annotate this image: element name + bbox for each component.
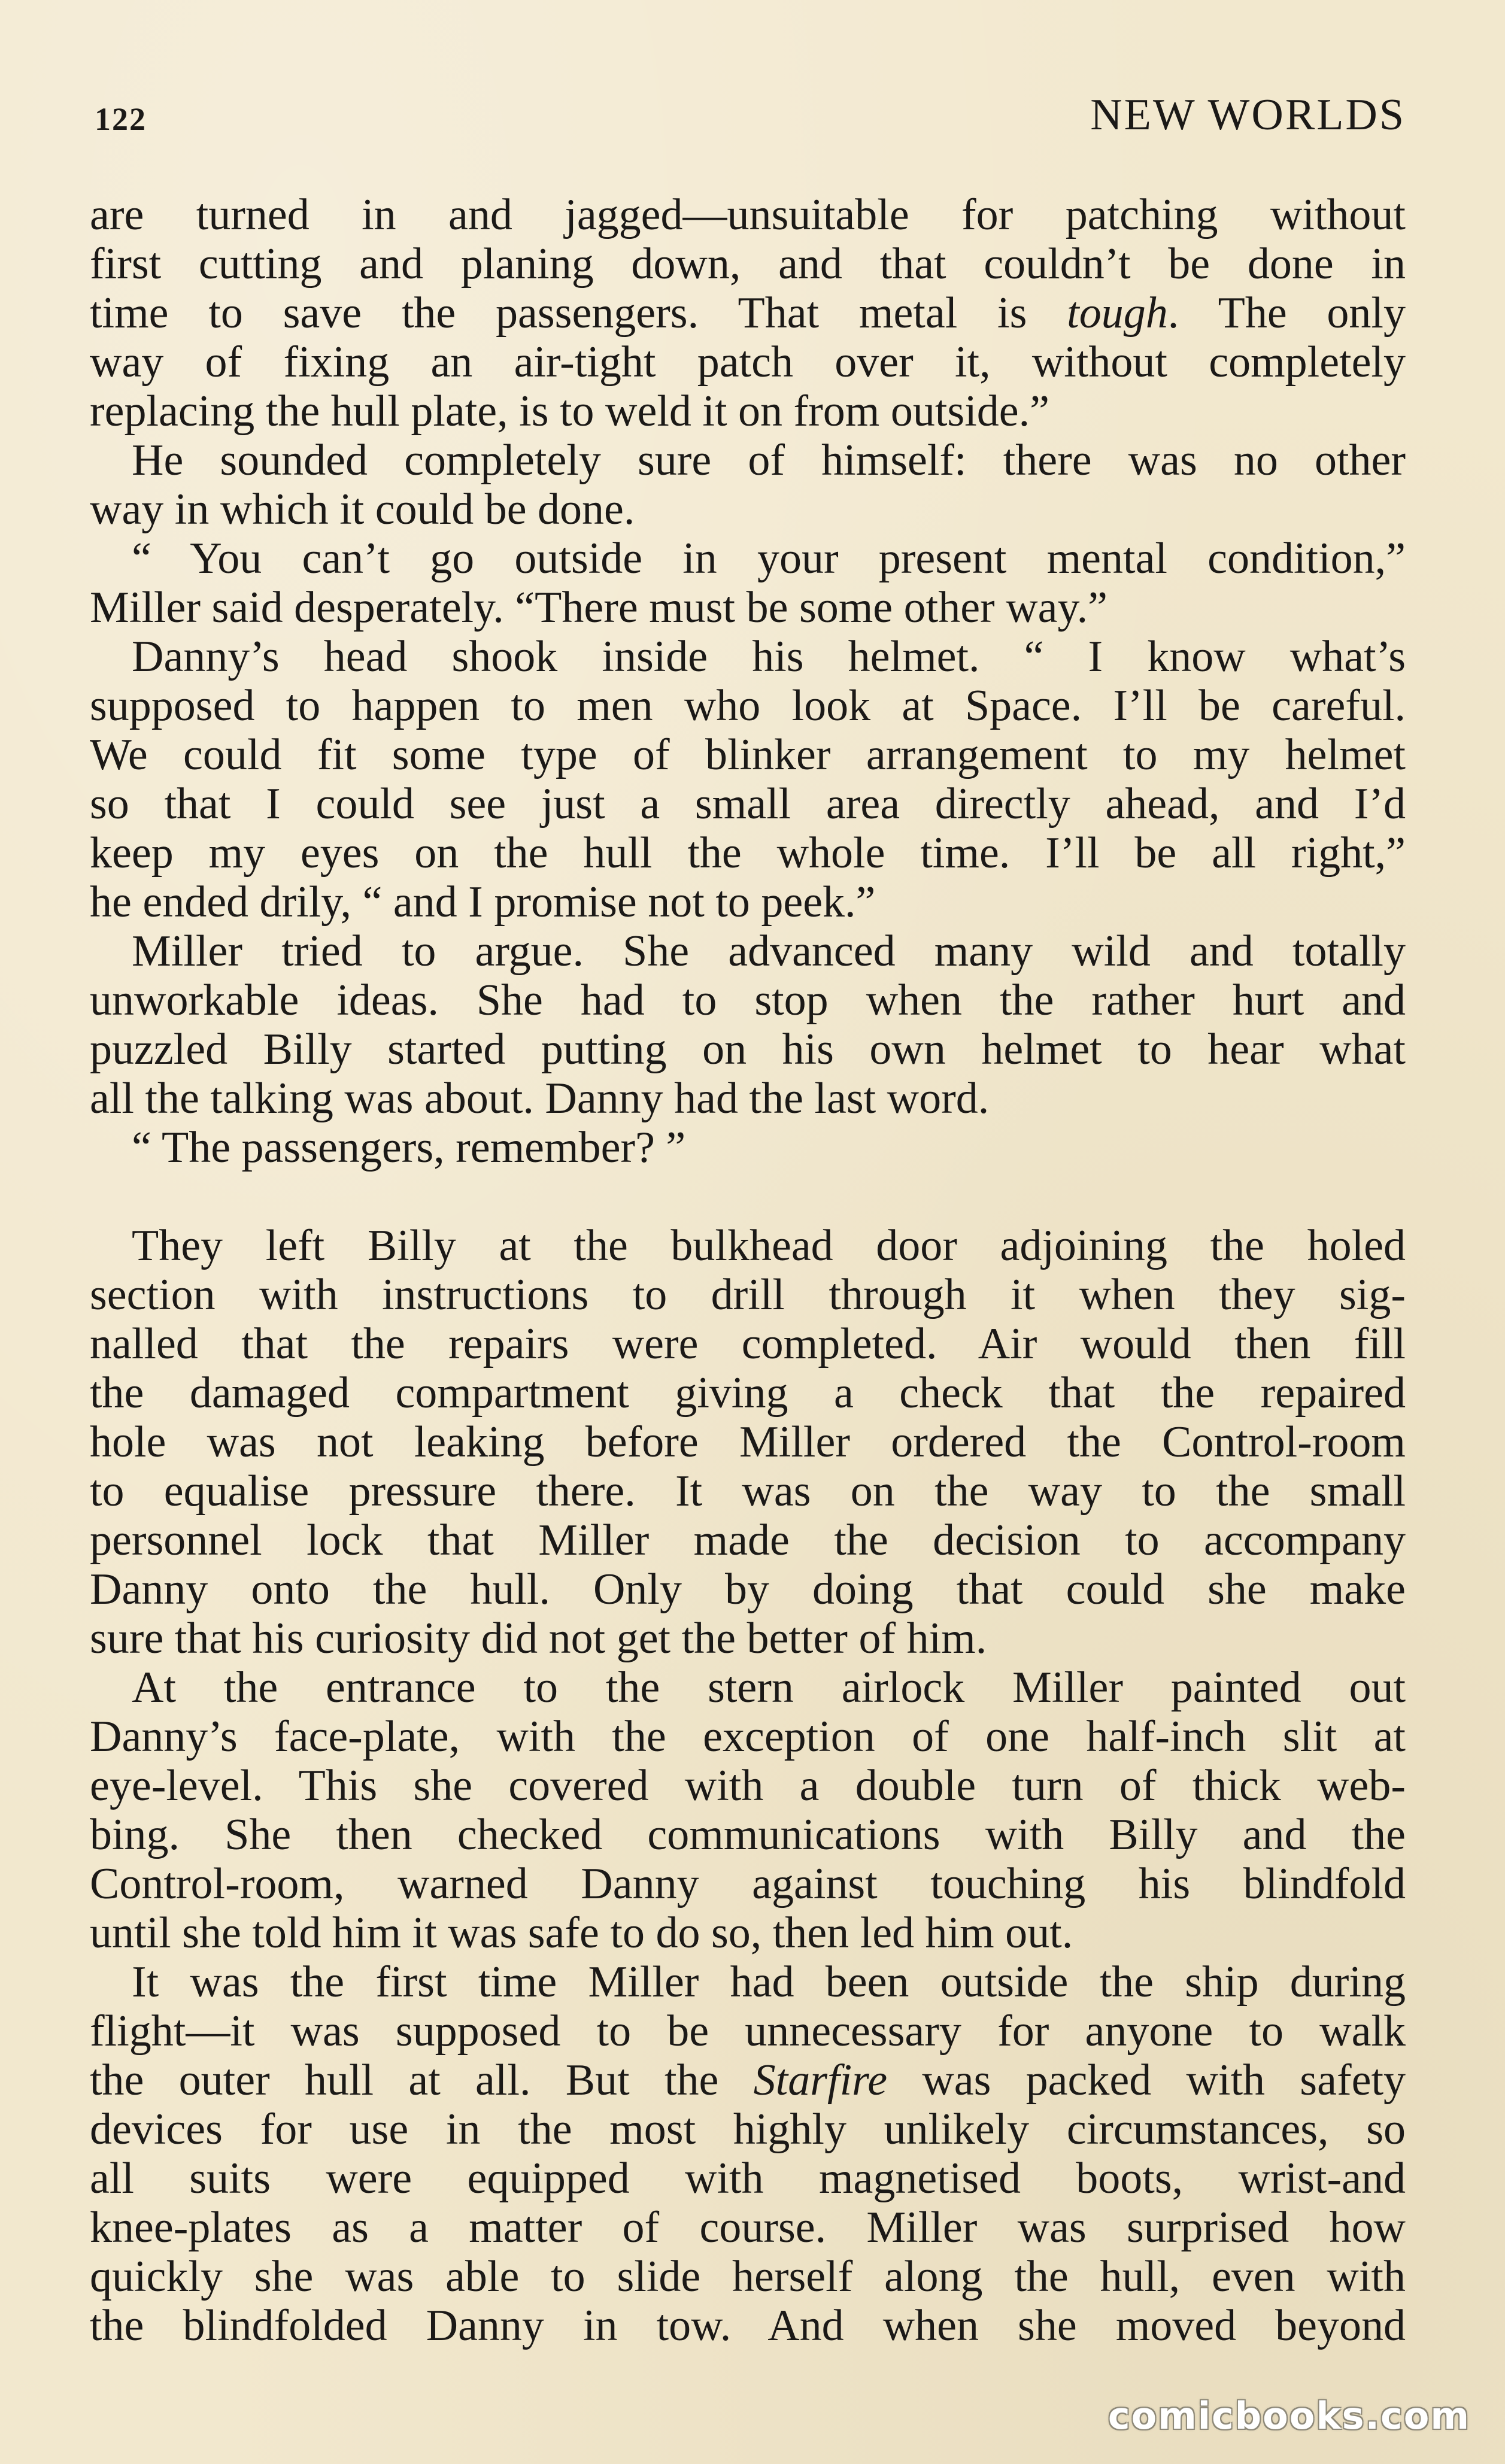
text-line: Danny’s face-plate, with the exception of one half-inch slit at	[90, 1712, 1406, 1761]
text-line: so that I could see just a small area directly ahead, and I’d	[90, 779, 1406, 829]
text-line: time to save the passengers. That metal is tough. The only	[90, 289, 1406, 338]
text-line: flight—it was supposed to be unnecessary for anyone to walk	[90, 2007, 1406, 2056]
text-line: Danny onto the hull. Only by doing that could she make	[90, 1565, 1406, 1614]
text-line: sure that his curiosity did not get the better of him.	[90, 1614, 987, 1663]
text-line: the outer hull at all. But the Starfire was packed with safety	[90, 2056, 1406, 2105]
text-line: knee-plates as a matter of course. Miller was surprised how	[90, 2203, 1406, 2252]
text-line: personnel lock that Miller made the decision to accompany	[90, 1516, 1406, 1565]
watermark: comicbooks.com	[1107, 2394, 1470, 2438]
text-line: keep my eyes on the hull the whole time. I’ll be all right,”	[90, 829, 1406, 878]
text-line: “ You can’t go outside in your present mental condition,”	[132, 534, 1406, 583]
text-line: way of fixing an air-tight patch over it, without completely	[90, 338, 1406, 387]
text-line: are turned in and jagged—unsuitable for patching without	[90, 190, 1406, 239]
text-line: Danny’s head shook inside his helmet. “ I know what’s	[132, 632, 1406, 681]
text-line: nalled that the repairs were completed. Air would then fill	[90, 1319, 1406, 1368]
running-head: NEW WORLDS	[1090, 90, 1406, 139]
text-line: first cutting and planing down, and that couldn’t be done in	[90, 239, 1406, 289]
text-line: It was the first time Miller had been outside the ship during	[132, 1958, 1406, 2007]
text-line: Control-room, warned Danny against touching his blindfold	[90, 1859, 1406, 1908]
page-header	[90, 90, 1406, 144]
text-line: section with instructions to drill through it when they sig-	[90, 1270, 1406, 1319]
page-number: 122	[95, 101, 147, 137]
text-line: until she told him it was safe to do so, then led him out.	[90, 1908, 1073, 1958]
text-line: unworkable ideas. She had to stop when the rather hurt and	[90, 976, 1406, 1025]
text-line: the blindfolded Danny in tow. And when she moved beyond	[90, 2301, 1406, 2350]
text-line: They left Billy at the bulkhead door adjoining the holed	[132, 1221, 1406, 1270]
text-line: Miller tried to argue. She advanced many wild and totally	[132, 927, 1406, 976]
text-line: to equalise pressure there. It was on the way to the small	[90, 1467, 1406, 1516]
text-line: At the entrance to the stern airlock Miller painted out	[132, 1663, 1406, 1712]
text-line: replacing the hull plate, is to weld it on from outside.”	[90, 387, 1049, 436]
text-line: all the talking was about. Danny had the last word.	[90, 1074, 990, 1123]
text-line: He sounded completely sure of himself: there was no other	[132, 436, 1406, 485]
text-line: quickly she was able to slide herself along the hull, even with	[90, 2252, 1406, 2301]
text-line: all suits were equipped with magnetised boots, wrist-and	[90, 2154, 1406, 2203]
text-line: hole was not leaking before Miller ordered the Control-room	[90, 1418, 1406, 1467]
body-text	[90, 190, 1406, 2350]
section-break	[90, 1172, 1406, 1221]
text-line: eye-level. This she covered with a double turn of thick web-	[90, 1761, 1406, 1810]
text-line: devices for use in the most highly unlikely circumstances, so	[90, 2105, 1406, 2154]
italic-word: Starfire	[753, 2056, 888, 2105]
text-line: the damaged compartment giving a check that the repaired	[90, 1368, 1406, 1418]
text-line: way in which it could be done.	[90, 485, 635, 534]
text-line: he ended drily, “ and I promise not to peek.”	[90, 878, 876, 927]
text-line: puzzled Billy started putting on his own helmet to hear what	[90, 1025, 1406, 1074]
text-line: supposed to happen to men who look at Space. I’ll be careful.	[90, 681, 1406, 730]
text-line: Miller said desperately. “There must be some other way.”	[90, 583, 1108, 632]
text-line: We could fit some type of blinker arrangement to my helmet	[90, 730, 1406, 779]
italic-word: tough	[1067, 289, 1168, 338]
text-line: bing. She then checked communications with Billy and the	[90, 1810, 1406, 1859]
text-line: “ The passengers, remember? ”	[132, 1123, 686, 1172]
